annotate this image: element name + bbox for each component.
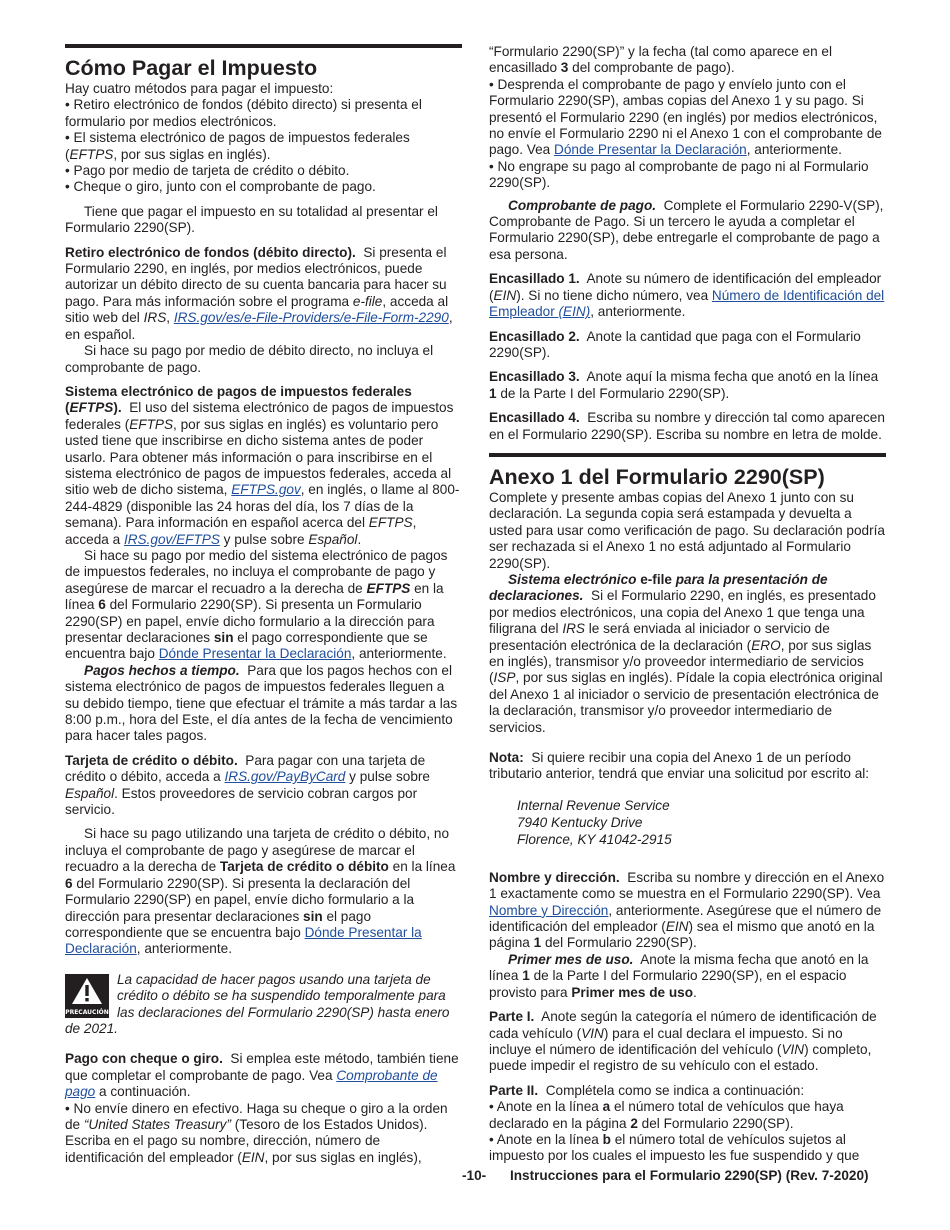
- part1-paragraph: Parte I. Anote según la categoría el número de identificación de cada vehículo (VIN) para el cual declara el impuesto. Si no incluye el número de identificación del vehículo (VIN) completo, puede impedir el registro de su vehículo con el estado.: [489, 1009, 877, 1074]
- section-rule: [65, 44, 462, 48]
- note-paragraph: Nota: Si quiere recibir una copia del Anexo 1 de un período tributario anterior, tendrá que enviar una solicitud por escrito al:: [489, 750, 870, 782]
- caution-label: PRECAUCIÓN: [65, 1008, 109, 1016]
- anexo-intro: Complete y presente ambas copias del Anexo 1 junto con su declaración. La segunda copia será estampada y devuelta a usted para usar como verificación de pago. Su declaración podría ser rechazada si el Anexo 1 no está adjuntado al Formulario 2290(SP).: [489, 489, 885, 571]
- page-footer: [462, 1168, 886, 1184]
- box2-paragraph: Encasillado 2. Anote la cantidad que paga con el Formulario 2290(SP).: [489, 328, 861, 360]
- where-to-file-link[interactable]: Dónde Presentar la Declaración: [65, 924, 422, 957]
- irs-efile-link[interactable]: IRS.gov/es/e-File-Providers/e-File-Form-2290: [173, 310, 449, 326]
- method-item: • Pago por medio de tarjeta de crédito o débito.: [65, 163, 350, 179]
- eftps-paragraph-2: Si hace su pago por medio del sistema electrónico de pagos de impuestos federales, no incluya el comprobante de pago y asegúrese de marcar el recuadro a la derecha de EFTPS en la línea 6 del Formulario 2290(SP). Si presenta un Formulario 2290(SP) en papel, envíe dicho formulario a la dirección para presentar declaraciones sin el pago correspondiente que se encuentra bajo Dónde Presentar la Declaración, anteriormente.: [65, 547, 448, 662]
- part2-bullet: • Anote en la línea b el número total de vehículos sujetos al impuesto por los cuales el impuesto les fue suspendido y que: [489, 1131, 860, 1164]
- part2-bullet: • Anote en la línea a el número total de vehículos que haya declarado en la página 2 del Formulario 2290(SP).: [489, 1099, 844, 1131]
- check-paragraph: Pago con cheque o giro. Si emplea este método, también tiene que completar el comprobante de pago. Vea Comprobante de pago a continuación.: [65, 1051, 459, 1100]
- voucher-paragraph: Comprobante de pago. Complete el Formulario 2290-V(SP), Comprobante de Pago. Si un tercero le ayuda a completar el Formulario 2290(SP), debe entregarle el comprobante de pago a esa persona.: [489, 197, 884, 262]
- voucher-link[interactable]: Comprobante de pago: [65, 1067, 438, 1100]
- right-column: [489, 44, 886, 1165]
- name-address-paragraph: Nombre y dirección. Escriba su nombre y dirección en el Anexo 1 exactamente como se muestra en el Formulario 2290(SP). Vea Nombre y Dirección, anteriormente. Asegúrese que el número de identificación del empleador (EIN) sea el mismo que anotó en la página 1 del Formulario 2290(SP).: [489, 869, 885, 951]
- caution-note: [65, 972, 462, 1038]
- method-item: • Retiro electrónico de fondos (débito directo) si presenta el formulario por medios electrónicos.: [65, 97, 422, 129]
- page-number: -10-: [462, 1168, 487, 1183]
- ein-link[interactable]: Número de Identificación del Empleador (EIN): [489, 287, 885, 320]
- eftps-gov-link[interactable]: EFTPS.gov: [231, 482, 301, 498]
- staple-bullet: • No engrape su pago al comprobante de pago ni al Formulario 2290(SP).: [489, 158, 869, 191]
- caution-text: La capacidad de hacer pagos usando una tarjeta de crédito o débito se ha suspendido temporalmente para las declaraciones del Formulario 2290(SP) hasta enero de 2021.: [65, 971, 450, 1036]
- part2-paragraph: Parte II. Complétela como se indica a continuación:: [489, 1082, 805, 1098]
- method-item: • El sistema electrónico de pagos de impuestos federales (EFTPS, por sus siglas en inglés).: [65, 130, 410, 162]
- intro-text: Hay cuatro métodos para pagar el impuesto:: [65, 81, 334, 96]
- full-pay-text: Tiene que pagar el impuesto en su totalidad al presentar el Formulario 2290(SP).: [65, 203, 438, 236]
- where-to-file-link[interactable]: Dónde Presentar la Declaración: [554, 142, 747, 158]
- card-paragraph: Tarjeta de crédito o débito. Para pagar con una tarjeta de crédito o débito, acceda a IRS.gov/PayByCard y pulse sobre Español. Estos proveedores de servicio cobran cargos por servicio.: [65, 752, 430, 818]
- card-paragraph-2: Si hace su pago utilizando una tarjeta de crédito o débito, no incluya el comprobante de pago y asegúrese de marcar el recuadro a la derecha de Tarjeta de crédito o débito en la línea 6 del Formulario 2290(SP). Si presenta la declaración del Formulario 2290(SP) en papel, envíe dicho formulario a la dirección para presentar declaraciones sin el pago correspondiente que se encuentra bajo Dónde Presentar la Declaración, anteriormente.: [65, 826, 456, 957]
- method-item: • Cheque o giro, junto con el comprobante de pago.: [65, 179, 376, 195]
- where-to-file-link[interactable]: Dónde Presentar la Declaración: [158, 646, 352, 662]
- timely-paragraph: Pagos hechos a tiempo. Para que los pagos hechos con el sistema electrónico de pagos de impuestos federales lleguen a su debido tiempo, tiene que efectuar el trámite a más tardar a las 8:00 p.m., hora del Este, el día antes de la fecha de vencimiento para hacer tales pagos.: [65, 662, 458, 744]
- continued-text: “Formulario 2290(SP)” y la fecha (tal como aparece en el encasillado 3 del comprobante de pago).: [489, 44, 833, 76]
- box4-paragraph: Encasillado 4. Escriba su nombre y dirección tal como aparecen en el Formulario 2290(SP). Escriba su nombre en letra de molde.: [489, 410, 885, 442]
- eft-note: Si hace su pago por medio de débito directo, no incluya el comprobante de pago.: [65, 343, 434, 375]
- name-address-link[interactable]: Nombre y Dirección: [489, 902, 609, 918]
- irs-address: Internal Revenue Service 7940 Kentucky Drive Florence, KY 41042-2915: [517, 797, 672, 847]
- warning-triangle-icon: [71, 977, 103, 1005]
- efile-paragraph: Sistema electrónico e-file para la presentación de declaraciones. Si el Formulario 2290, en inglés, es presentado por medios electrónicos, una copia del Anexo 1 que tenga una filigrana del IRS le será enviada al iniciador o servicio de presentación electrónica de la declaración (ERO, por sus siglas en inglés), transmisor y/o proveedor intermediario de servicios (ISP, por sus siglas en inglés). Pídale la copia electrónica original del Anexo 1 al iniciador o servicio de presentación electrónica de la declaración, transmisor y/o proveedor intermediario de servicios.: [489, 571, 883, 735]
- caution-icon: [65, 974, 109, 1018]
- footer-title: Instrucciones para el Formulario 2290(SP) (Rev. 7-2020): [509, 1168, 869, 1183]
- detach-bullet: • Desprenda el comprobante de pago y envíelo junto con el Formulario 2290(SP), ambas copias del Anexo 1 y su pago. Si presentó el Formulario 2290 (en inglés) por medios electrónicos, no envíe el Formulario 2290 ni el Anexo 1 con el comprobante de pago. Vea Dónde Presentar la Declaración, anteriormente.: [489, 76, 882, 158]
- box3-paragraph: Encasillado 3. Anote aquí la misma fecha que anotó en la línea 1 de la Parte I del Formulario 2290(SP).: [489, 369, 879, 401]
- section-rule: [489, 453, 886, 457]
- eft-paragraph: Retiro electrónico de fondos (débito directo). Si presenta el Formulario 2290, en inglés, por medios electrónicos, puede autorizar un débito directo de su cuenta bancaria para hacer su pago. Para más información sobre el programa e-file, acceda al sitio web del IRS, IRS.gov/es/e-File-Providers/e-File-Form-2290, en español.: [65, 244, 453, 342]
- eftps-paragraph: Sistema electrónico de pagos de impuestos federales (EFTPS). El uso del sistema electrónico de pagos de impuestos federales (EFTPS, por sus siglas en inglés) es voluntario pero usted tiene que inscribirse en dicho sistema antes de poder usarlo. Para obtener más información o para inscribirse en el sistema electrónico de pagos de impuestos federales, acceda al sitio web de dicho sistema, EFTPS.gov, en inglés, o llame al 800-244-4829 (disponible las 24 horas del día, los 7 días de la semana). Para información en español acerca del EFTPS, acceda a IRS.gov/EFTPS y pulse sobre Español.: [65, 383, 460, 547]
- first-month-paragraph: Primer mes de uso. Anote la misma fecha que anotó en la línea 1 de la Parte I del Formulario 2290(SP), en el espacio provisto para Primer mes de uso.: [489, 951, 869, 1000]
- left-column: [65, 44, 462, 1166]
- box1-paragraph: Encasillado 1. Anote su número de identificación del empleador (EIN). Si no tiene dicho número, vea Número de Identificación del Empleador (EIN), anteriormente.: [489, 271, 885, 320]
- section-heading-how-to-pay: Cómo Pagar el Impuesto: [65, 56, 318, 80]
- paybycard-link[interactable]: IRS.gov/PayByCard: [224, 769, 346, 785]
- check-bullet: • No envíe dinero en efectivo. Haga su cheque o giro a la orden de “United States Treasury” (Tesoro de los Estados Unidos). Escriba en el pago su nombre, dirección, número de identificación del empleador (EIN, por sus siglas en inglés),: [65, 1100, 448, 1165]
- irs-eftps-link[interactable]: IRS.gov/EFTPS: [123, 531, 220, 547]
- section-heading-schedule-1: Anexo 1 del Formulario 2290(SP): [489, 464, 825, 489]
